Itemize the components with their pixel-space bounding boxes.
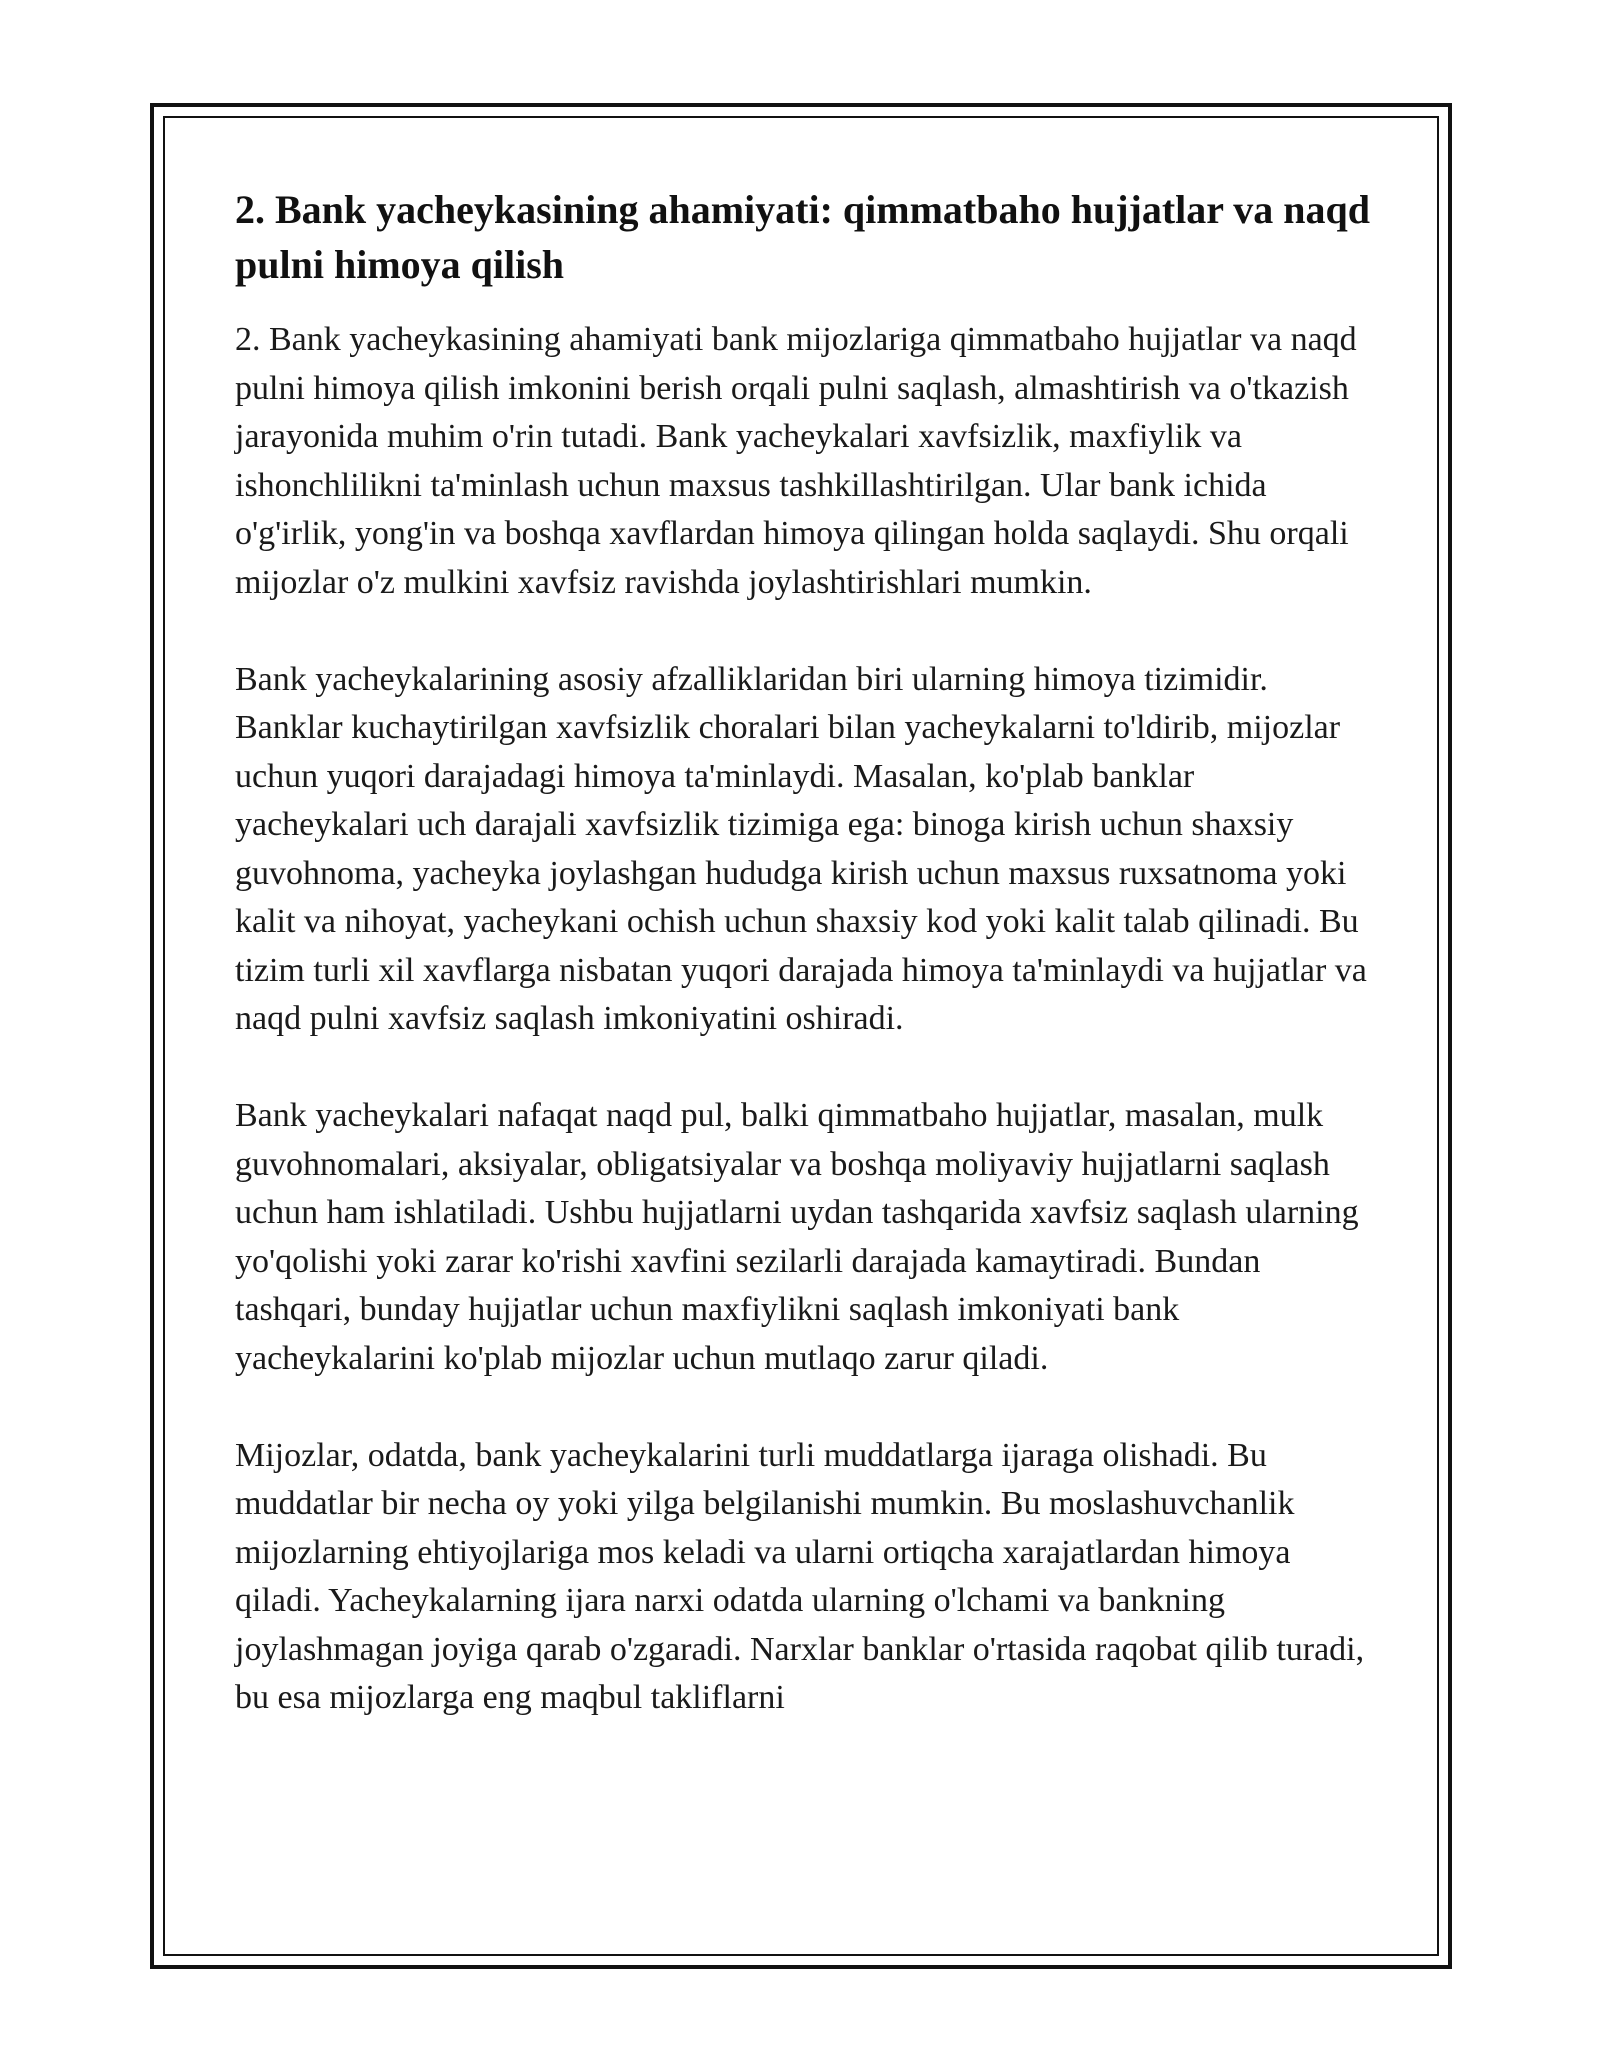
paragraph-1: 2. Bank yacheykasining ahamiyati bank mijozlariga qimmatbaho hujjatlar va naqd pulni himoya qilish imkonini berish orqali pulni saqlash, almashtirish va o'tkazish jarayonida muhim o'rin tutadi. Bank yacheykalari xavfsizlik, maxfiylik va ishonchlilikni ta'minlash uchun maxsus tashkillashtirilgan. Ular bank ichida o'g'irlik, yong'in va boshqa xavflardan himoya qilingan holda saqlaydi. Shu orqali mijozlar o'z mulkini xavfsiz ravishda joylashtirishlari mumkin. — [235, 321, 1357, 601]
document-body — [235, 182, 1375, 1771]
section-heading: 2. Bank yacheykasining ahamiyati: qimmatbaho hujjatlar va naqd pulni himoya qilish — [235, 187, 1371, 287]
paragraph-2: Bank yacheykalarining asosiy afzalliklaridan biri ularning himoya tizimidir. Banklar kuchaytirilgan xavfsizlik choralari bilan yacheykalarni to'ldirib, mijozlar uchun yuqori darajadagi himoya ta'minlaydi. Masalan, ko'plab banklar yacheykalari uch darajali xavfsizlik tizimiga ega: binoga kirish uchun shaxsiy guvohnoma, yacheyka joylashgan hududga kirish uchun maxsus ruxsatnoma yoki kalit va nihoyat, yacheykani ochish uchun shaxsiy kod yoki kalit talab qilinadi. Bu tizim turli xil xavflarga nisbatan yuqori darajada himoya ta'minlaydi va hujjatlar va naqd pulni xavfsiz saqlash imkoniyatini oshiradi. — [235, 660, 1367, 1037]
paragraph-3: Bank yacheykalari nafaqat naqd pul, balki qimmatbaho hujjatlar, masalan, mulk guvohnomalari, aksiyalar, obligatsiyalar va boshqa moliyaviy hujjatlarni saqlash uchun ham ishlatiladi. Ushbu hujjatlarni uydan tashqarida xavfsiz saqlash ularning yo'qolishi yoki zarar ko'rishi xavfini sezilarli darajada kamaytiradi. Bundan tashqari, bunday hujjatlar uchun maxfiylikni saqlash imkoniyati bank yacheykalarini ko'plab mijozlar uchun mutlaqo zarur qiladi. — [235, 1097, 1359, 1377]
paragraph-4: Mijozlar, odatda, bank yacheykalarini turli muddatlarga ijaraga olishadi. Bu muddatlar bir necha oy yoki yilga belgilanishi mumkin. Bu moslashuvchanlik mijozlarning ehtiyojlariga mos keladi va ularni ortiqcha xarajatlardan himoya qiladi. Yacheykalarning ijara narxi odatda ularning o'lchami va bankning joylashmagan joyiga qarab o'zgaradi. Narxlar banklar o'rtasida raqobat qilib turadi, bu esa mijozlarga eng maqbul takliflarni — [235, 1436, 1365, 1716]
